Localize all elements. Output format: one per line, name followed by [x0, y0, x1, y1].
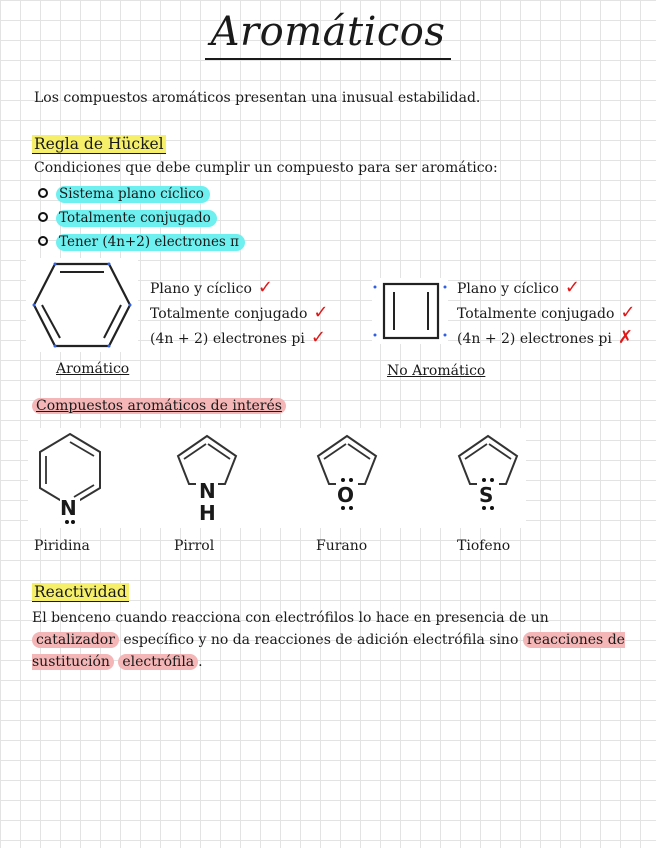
condition-item: Totalmente conjugado: [38, 206, 245, 230]
check-icon: ✓: [564, 277, 580, 298]
furan-heteroatom: O: [337, 483, 355, 507]
condition-item: Sistema plano cíclico: [38, 182, 245, 206]
conditions-intro: Condiciones que debe cumplir un compuesto para ser aromático:: [34, 160, 498, 176]
aromatic-label: Aromático: [56, 361, 130, 377]
pyrrole-heteroatom: N H: [199, 479, 216, 525]
bullet-circle-icon: [38, 212, 48, 222]
compound-name-piridina: Piridina: [34, 538, 90, 554]
reactivity-paragraph: El benceno cuando reacciona con electrófilos lo hace en presencia de un catalizador específico y no da reacciones de adición electrófila sino reacciones de sustitución electrófila .: [32, 610, 625, 670]
criterion-row: Totalmente conjugado ✓: [457, 302, 636, 323]
bullet-circle-icon: [38, 188, 48, 198]
compounds-heading: Compuestos aromáticos de interés: [32, 395, 286, 414]
check-icon: ✓: [313, 302, 329, 323]
aromatic-criteria: [150, 276, 329, 351]
check-icon: ✓: [310, 327, 326, 348]
non-aromatic-criteria: [457, 276, 636, 351]
compound-name-tiofeno: Tiofeno: [457, 538, 511, 554]
cyclobutadiene-structure-icon: [372, 278, 448, 344]
criterion-row: Totalmente conjugado ✓: [150, 302, 329, 323]
huckel-heading: Regla de Hückel: [34, 135, 164, 153]
page-title: Aromáticos: [0, 6, 656, 60]
compound-name-pirrol: Pirrol: [174, 538, 215, 554]
benzene-structure-icon: [26, 258, 138, 352]
condition-item: Tener (4n+2) electrones π: [38, 230, 245, 254]
bullet-circle-icon: [38, 236, 48, 246]
criterion-row: (4n + 2) electrones pi ✓: [150, 327, 326, 348]
conditions-list: [38, 182, 245, 254]
thiophene-heteroatom: S: [479, 483, 494, 507]
check-icon: ✓: [257, 277, 273, 298]
compound-name-furano: Furano: [316, 538, 368, 554]
reactivity-heading: Reactividad: [34, 583, 127, 601]
criterion-row: (4n + 2) electrones pi ✗: [457, 327, 633, 348]
pyridine-heteroatom: N: [60, 496, 77, 520]
non-aromatic-label: No Aromático: [387, 363, 486, 379]
intro-text: Los compuestos aromáticos presentan una inusual estabilidad.: [34, 90, 481, 106]
criterion-row: Plano y cíclico ✓: [150, 277, 273, 298]
cross-icon: ✗: [617, 327, 633, 348]
criterion-row: Plano y cíclico ✓: [457, 277, 580, 298]
check-icon: ✓: [620, 302, 636, 323]
